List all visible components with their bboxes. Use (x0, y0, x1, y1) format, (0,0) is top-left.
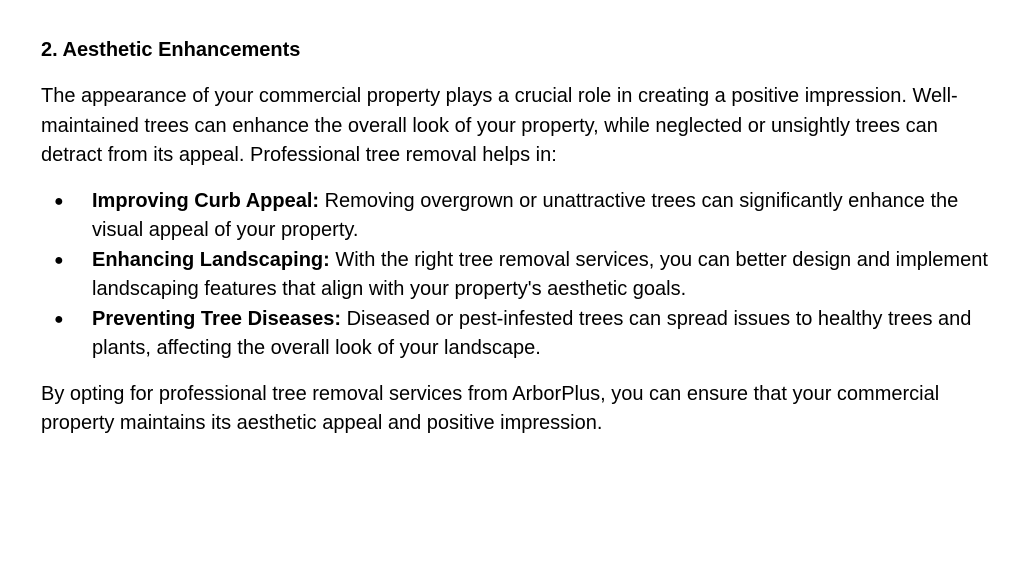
document-body (41, 36, 1001, 439)
bullet-icon: ● (54, 310, 64, 328)
closing-paragraph: By opting for professional tree removal services from ArborPlus, you can ensure that your commercial property maintains its aesthetic appeal and positive impression. (41, 382, 940, 434)
item-text: With the right tree removal services, you can better design and implement landscaping features that align with your property's aesthetic goals. (92, 248, 988, 300)
list-item (41, 305, 1001, 364)
list-item (41, 187, 1001, 246)
bullet-icon: ● (54, 192, 64, 210)
item-term: Improving Curb Appeal: (92, 189, 320, 212)
benefits-list (41, 187, 1001, 364)
section-heading: 2. Aesthetic Enhancements (41, 39, 301, 61)
item-term: Preventing Tree Diseases: (92, 307, 342, 330)
item-text: Removing overgrown or unattractive trees can significantly enhance the visual appeal of your property. (92, 189, 959, 241)
item-text: Diseased or pest-infested trees can spread issues to healthy trees and plants, affecting the overall look of your landscape. (92, 307, 972, 359)
list-item (41, 246, 1001, 305)
item-term: Enhancing Landscaping: (92, 248, 330, 271)
bullet-icon: ● (54, 251, 64, 269)
intro-paragraph: The appearance of your commercial property plays a crucial role in creating a positive impression. Well-maintained trees can enhance the overall look of your property, while neglected or unsightly trees can detract from its appeal. Professional tree removal helps in: (41, 85, 958, 166)
